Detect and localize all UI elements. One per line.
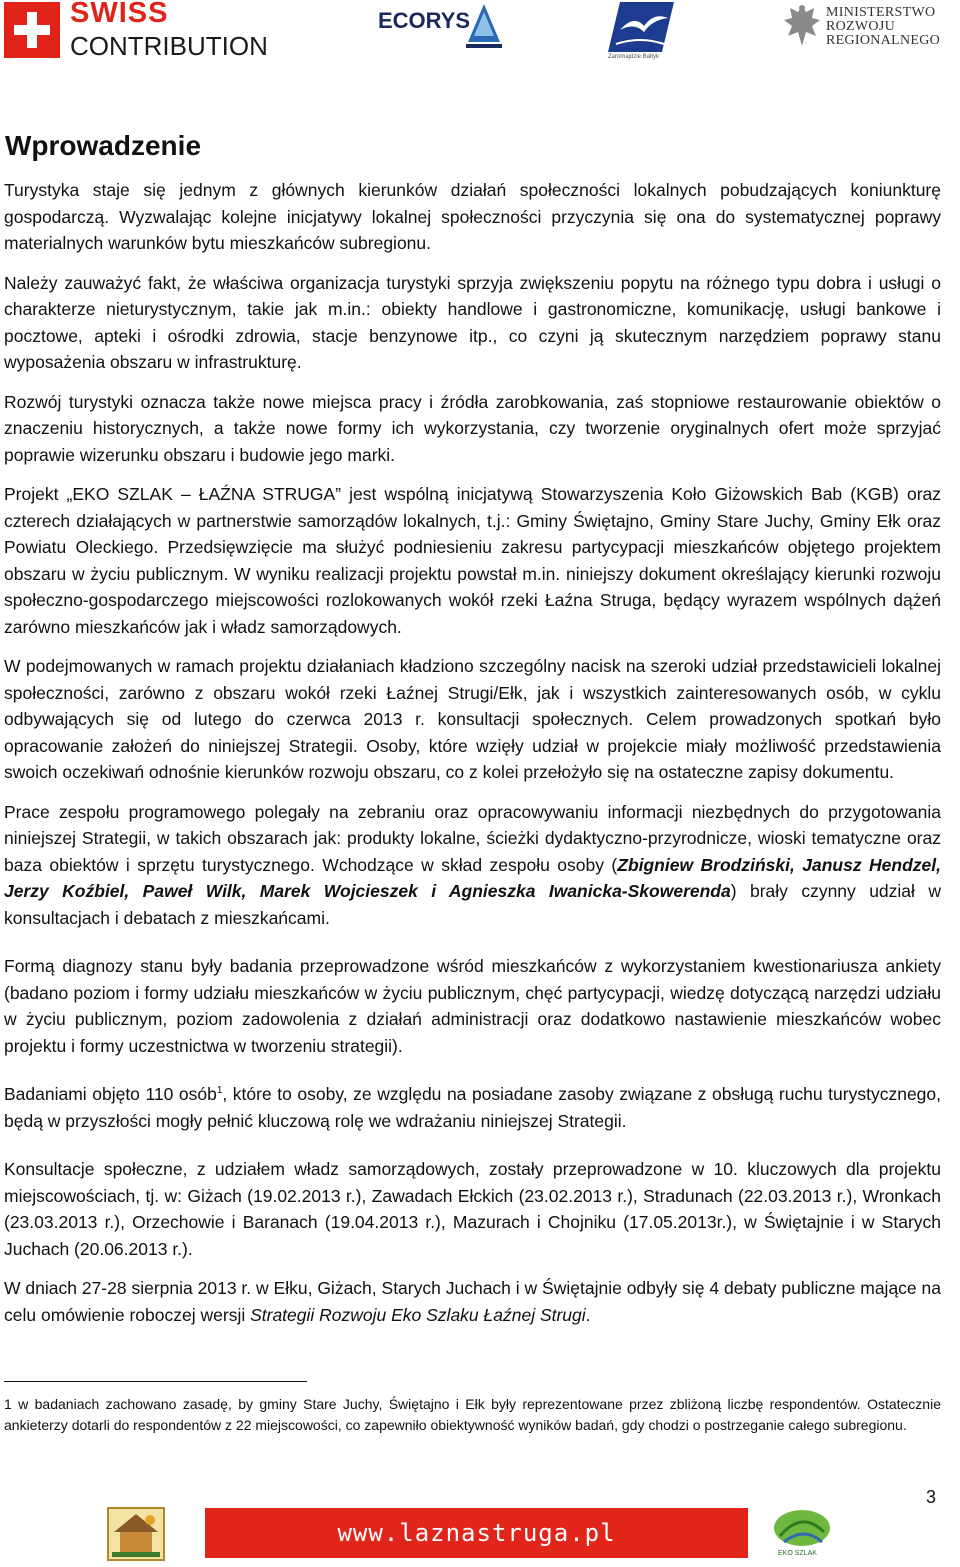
house-emblem-icon <box>106 1506 166 1562</box>
swiss-contribution-logo <box>4 2 276 60</box>
ministry-logo <box>782 0 960 52</box>
kgb-association-logo <box>106 1506 166 1562</box>
paragraph-4: Projekt „EKO SZLAK – ŁAŹNA STRUGA” jest wspólną inicjatywą Stowarzyszenia Koło Giżowskich Bab (KGB) oraz czterech działających w partnerstwie samorządów lokalnych, t.j.: Gminy Świętajno, Gminy Stare Juchy, Gminy Ełk oraz Powiatu Oleckiego. Przedsięwzięcie ma służyć podniesieniu zakresu partycypacji mieszkańców objętego projektem obszaru w życiu publicznym. W wyniku realizacji projektu powstał m.in. niniejszy dokument określający kierunki rozwoju społeczno-gospodarczego miejscowości rozlokowanych wokół rzeki Łaźna Struga, będący wyrazem wspólnych dążeń zarówno mieszkańców jak i władz samorządowych. <box>4 484 941 637</box>
body-text <box>4 177 941 1328</box>
ecorys-logo <box>378 2 504 54</box>
section-title: Wprowadzenie <box>5 130 202 161</box>
seagull-icon <box>606 0 676 54</box>
ministry-line-3: REGIONALNEGO <box>826 33 941 48</box>
leaf-emblem-icon <box>770 1506 834 1552</box>
baltic-bird-logo <box>606 0 676 66</box>
paragraph-10 <box>4 1275 941 1328</box>
footnote <box>4 1394 941 1436</box>
paragraph-10-end: . <box>585 1304 591 1325</box>
paragraph-1: Turystyka staje się jednym z głównych kierunków działań społeczności lokalnych pobudzających koniunkturę gospodarczą. Wyzwalając kolejne inicjatywy lokalnej społeczności przyczynia się ona do systematycznej poprawy materialnych warunków bytu mieszkańców subregionu. <box>4 180 941 253</box>
footnote-number: 1 <box>4 1396 12 1412</box>
eko-logo-caption: EKO SZLAK <box>778 1550 817 1557</box>
footnote-text: w badaniach zachowano zasadę, by gminy Stare Juchy, Świętajno i Ełk były reprezentowane przez zbliżoną liczbę respondentów. Ostatecznie ankieterzy dotarli do respondentów z 22 miejscowości, co zapewniło obiektywność wyników badań, gdy chodzi o postrzeganie całego subregionu. <box>4 1396 941 1433</box>
page-number: 3 <box>926 1487 937 1507</box>
paragraph-6 <box>4 799 941 932</box>
paragraph-7: Formą diagnozy stanu były badania przeprowadzone wśród mieszkańców z wykorzystaniem kwestionariusza ankiety (badano poziom i formy udziału mieszkańców w życiu publicznym, chęć partycypacji, wiedzę dotyczącą narzędzi udziału w życiu publicznym, poziom zadowolenia z działań administracji oraz dodatkowo nastawienie mieszkańców wobec projektu i formy uczestnictwa w tworzeniu strategii). <box>4 956 941 1056</box>
paragraph-2: Należy zauważyć fakt, że właściwa organizacja turystyki sprzyja zwiększeniu popytu na różnego typu dobra i usługi o charakterze nieturystycznym, takie jak m.in.: obiekty handlowe i gastronomiczne, komunikację, usługi bankowe i pocztowe, apteki i ośrodki zdrowia, stacje benzynowe itp., co czyni ją skutecznym narzędziem poprawy stanu wyposażenia obszaru w infrastrukturę. <box>4 272 941 372</box>
ecorys-sail-icon <box>464 2 504 52</box>
swiss-word: SWISS <box>70 0 169 29</box>
paragraph-3: Rozwój turystyki oznacza także nowe miejsca pracy i źródła zarobkowania, zaś stopniowe restaurowanie obiektów o znaczeniu historycznych, a także nowe formy ich wykorzystania, czy tworzenie oryginalnych ofert może sprzyjać poprawie wizerunku obszaru i budowie jego marki. <box>4 391 941 465</box>
contribution-word: CONTRIBUTION <box>70 31 268 61</box>
ministry-line-1: MINISTERSTWO <box>826 5 936 20</box>
paragraph-6-start: Prace zespołu programowego polegały na zebraniu oraz opracowywaniu informacji niezbędnych do przygotowania niniejszej Strategii, w takich obszarach jak: produkty lokalne, ścieżki dydaktyczno-przyrodnicze, wioski tematyczne oraz baza obiektów i sprzętu turystycznego. Wchodzące w skład zespołu osoby ( <box>4 801 941 875</box>
swiss-cross-icon <box>4 2 60 58</box>
team-member-names: Zbigniew Brodziński, Janusz Hendzel, Jerzy Koźbiel, Paweł Wilk, Marek Wojcieszek i Agnieszka Iwanicka-Skowerenda <box>4 854 941 901</box>
paragraph-6-end: ) brały czynny udział w konsultacjach i debatach z mieszkańcami. <box>4 881 941 928</box>
paragraph-8-end: , które to osoby, ze względu na posiadane zasoby związane z obsługą ruchu turystycznego, będą w przyszłości mogły pełnić kluczową rolę we wdrażaniu niniejszej Strategii. <box>4 1084 942 1131</box>
footnote-ref[interactable]: 1 <box>216 1085 223 1097</box>
paragraph-8 <box>4 1081 941 1134</box>
paragraph-8-start: Badaniami objęto 110 osób <box>4 1084 217 1104</box>
paragraph-5: W podejmowanych w ramach projektu działaniach kładziono szczególny nacisk na szeroki udział przedstawicieli lokalnej społeczności, zarówno z obszaru wokół rzeki Łaźnej Strugi/Ełk, jak i wszystkich zainteresowanych osób, w cyklu odbywających się od lutego do czerwca 2013 r. konsultacji społecznych. Celem prowadzonych spotkań było opracowanie założeń do niniejszej Strategii. Osoby, które wzięły udział w projekcie miały możliwość przedstawienia swoich oczekiwań odnośnie kierunków rozwoju obszaru, co z kolei przełożyło się na ostateczne zapisy dokumentu. <box>4 656 941 782</box>
eko-szlak-logo <box>770 1506 834 1562</box>
website-url[interactable]: www.laznastruga.pl <box>337 1519 616 1547</box>
strategy-title: Strategii Rozwoju Eko Szlaku Łaźnej Strugi <box>250 1304 586 1325</box>
footnote-divider <box>4 1381 307 1382</box>
eagle-emblem-icon <box>782 2 822 50</box>
ecorys-word: ECORYS <box>378 8 471 33</box>
footer-website-banner[interactable] <box>205 1508 748 1558</box>
ministry-line-2: ROZWOJU <box>826 19 895 34</box>
bird-logo-caption: Zaromajdzie Bałtyk <box>608 54 660 60</box>
paragraph-9: Konsultacje społeczne, z udziałem władz samorządowych, zostały przeprowadzone w 10. kluczowych dla projektu miejscowościach, tj. w: Giżach (19.02.2013 r.), Zawadach Ełckich (23.02.2013 r.), Stradunach (22.03.2013 r.), Wronkach (23.03.2013 r.), Orzechowie i Baranach (19.04.2013 r.), Mazurach i Chojniku (17.05.2013r.), w Świętajnie i w Starych Juchach (20.06.2013 r.). <box>4 1159 941 1259</box>
paragraph-10-start: W dniach 27-28 sierpnia 2013 r. w Ełku, Giżach, Starych Juchach i w Świętajnie odbyły się 4 debaty publiczne mające na celu omówienie roboczej wersji <box>4 1278 941 1325</box>
